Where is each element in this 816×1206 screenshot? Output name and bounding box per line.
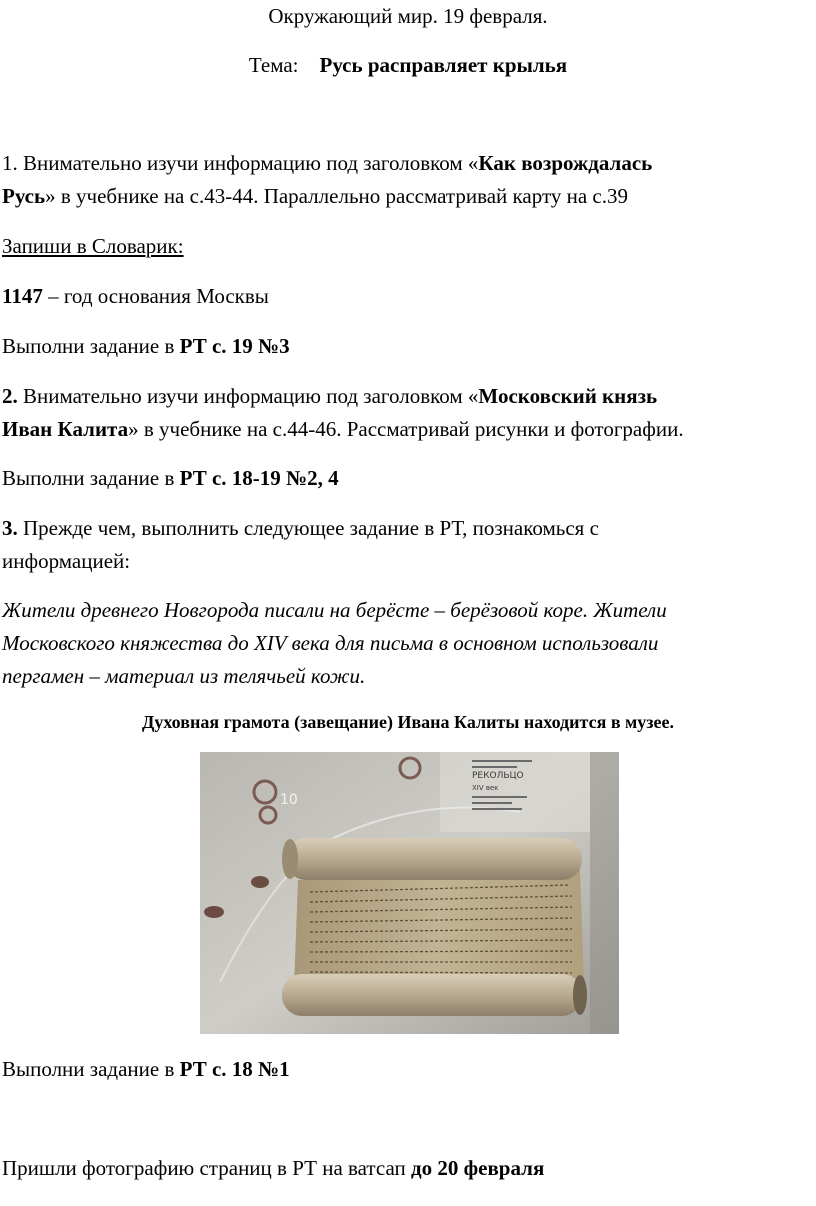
topic-line xyxy=(0,49,816,82)
final-instruction-text: Пришли фотографию страниц в РТ на ватсап xyxy=(2,1156,411,1180)
exhibit-number: 10 xyxy=(280,792,298,808)
assignment-2-ref: РТ с. 18-19 №2, 4 xyxy=(179,466,339,490)
info-line3: пергамен – материал из телячьей кожи. xyxy=(2,664,366,688)
task2-heading-a: Московский князь xyxy=(478,384,658,408)
dictionary-definition: – год основания Москвы xyxy=(42,284,269,308)
info-line1: Жители древнего Новгорода писали на берёсте – берёзовой коре. Жители xyxy=(2,598,667,622)
task2-line1 xyxy=(2,380,657,413)
museum-label-2: XIV век xyxy=(472,784,499,792)
assignment-1-ref: РТ с. 19 №3 xyxy=(179,334,290,358)
task1-line1 xyxy=(2,147,652,180)
task3-number: 3. xyxy=(2,516,18,540)
topic-value: Русь расправляет крылья xyxy=(319,53,568,77)
task3-line1 xyxy=(2,512,599,545)
task1-text-b: » в учебнике на с.43-44. Параллельно рассматривай карту на с.39 xyxy=(45,184,628,208)
info-line2: Московского княжества до XIV века для письма в основном использовали xyxy=(2,631,659,655)
task2-heading-b: Иван Калита xyxy=(2,417,129,441)
assignment-3-prefix: Выполни задание в xyxy=(2,1057,180,1081)
assignment-1-prefix: Выполни задание в xyxy=(2,334,180,358)
task3-text: Прежде чем, выполнить следующее задание в РТ, познакомься с xyxy=(17,516,599,540)
topic-label: Тема: xyxy=(248,53,299,77)
scroll-photo xyxy=(200,752,619,1034)
assignment-2 xyxy=(2,462,339,495)
final-instruction xyxy=(2,1152,544,1185)
assignment-3 xyxy=(2,1053,290,1086)
task2-text-b: » в учебнике на с.44-46. Рассматривай рисунки и фотографии. xyxy=(128,417,684,441)
task1-line2 xyxy=(2,180,628,213)
dictionary-term: 1147 xyxy=(2,284,43,308)
dictionary-entry xyxy=(2,280,269,313)
task2-text-a: Внимательно изучи информацию под заголовком « xyxy=(17,384,479,408)
page-title: Окружающий мир. 19 февраля. xyxy=(268,4,548,28)
task1-text-a: 1. Внимательно изучи информацию под заголовком « xyxy=(2,151,479,175)
photo-caption: Духовная грамота (завещание) Ивана Калиты находится в музее. xyxy=(141,712,675,732)
scroll-photo-illustration xyxy=(200,752,619,1034)
task1-heading-b: Русь xyxy=(2,184,46,208)
assignment-1 xyxy=(2,330,290,363)
task2-number: 2. xyxy=(2,384,18,408)
assignment-3-ref: РТ с. 18 №1 xyxy=(179,1057,290,1081)
task3-line2: информацией: xyxy=(2,549,131,573)
dictionary-label: Запиши в Словарик: xyxy=(2,234,184,258)
task1-heading-a: Как возрождалась xyxy=(478,151,653,175)
task2-line2 xyxy=(2,413,684,446)
assignment-2-prefix: Выполни задание в xyxy=(2,466,180,490)
final-deadline: до 20 февраля xyxy=(410,1156,545,1180)
museum-label-1: РЕКОЛЬЦО xyxy=(472,771,524,781)
